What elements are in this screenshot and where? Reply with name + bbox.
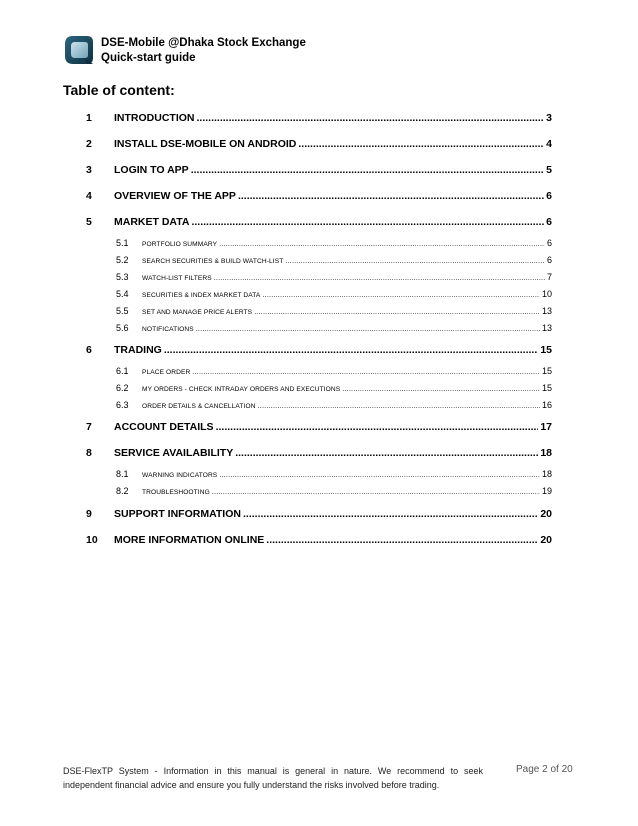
- toc-entry-number: 5.4: [116, 289, 129, 299]
- toc-entry-page: 19: [541, 486, 552, 496]
- toc-subentry[interactable]: [86, 272, 552, 283]
- toc-entry-page: 5: [546, 164, 552, 176]
- toc-dot-leader: [266, 534, 538, 546]
- toc-dot-leader: [243, 508, 538, 520]
- toc-entry-page: 15: [540, 344, 552, 356]
- toc-subentry[interactable]: [86, 238, 552, 249]
- toc-entry-number: 7: [86, 421, 92, 433]
- toc-entry-label: TROUBLESHOOTING: [142, 489, 210, 496]
- toc-dot-leader: [192, 367, 540, 376]
- toc-dot-leader: [298, 138, 544, 150]
- toc-entry-page: 20: [540, 534, 552, 546]
- toc-entry-label: INTRODUCTION: [114, 112, 195, 124]
- toc-entry-number: 10: [86, 534, 98, 546]
- header-line-2: Quick-start guide: [101, 52, 196, 64]
- toc-entry-label: NOTIFICATIONS: [142, 326, 194, 333]
- toc-subentry[interactable]: [86, 400, 552, 411]
- toc-dot-leader: [285, 256, 545, 265]
- toc-dot-leader: [258, 401, 540, 410]
- toc-dot-leader: [197, 112, 545, 124]
- toc-entry[interactable]: [86, 421, 552, 435]
- toc-dot-leader: [342, 384, 540, 393]
- toc-entry-page: 15: [541, 383, 552, 393]
- footer-disclaimer: DSE-FlexTP System - Information in this manual is general in nature. We recommend to seek independent financial advice and ensure you fully understand the risks involved before trading.: [63, 766, 483, 790]
- toc-dot-leader: [238, 190, 544, 202]
- toc-entry-number: 4: [86, 190, 92, 202]
- toc-entry-page: 20: [540, 508, 552, 520]
- toc-subentry[interactable]: [86, 306, 552, 317]
- toc-entry-number: 5.3: [116, 272, 129, 282]
- toc-dot-leader: [219, 470, 540, 479]
- toc-dot-leader: [214, 273, 545, 282]
- toc-entry-label: SEARCH SECURITIES & BUILD WATCH-LIST: [142, 258, 284, 265]
- toc-entry-number: 6.2: [116, 383, 129, 393]
- toc-dot-leader: [219, 239, 545, 248]
- toc-entry-label: PLACE ORDER: [142, 369, 191, 376]
- toc-subentry[interactable]: [86, 366, 552, 377]
- toc-subentry[interactable]: [86, 289, 552, 300]
- toc-entry-page: 3: [546, 112, 552, 124]
- toc-dot-leader: [254, 307, 540, 316]
- toc-dot-leader: [196, 324, 540, 333]
- toc-entry-label: SERVICE AVAILABILITY: [114, 447, 234, 459]
- toc-dot-leader: [191, 164, 544, 176]
- toc-entry-number: 5.5: [116, 306, 129, 316]
- toc-heading: Table of content:: [63, 82, 175, 98]
- toc-entry-page: 18: [540, 447, 552, 459]
- header-line-1: DSE-Mobile @Dhaka Stock Exchange: [101, 37, 306, 49]
- toc-entry[interactable]: [86, 534, 552, 548]
- toc-entry-label: MY ORDERS - CHECK INTRADAY ORDERS AND EXECUTIONS: [142, 386, 341, 393]
- toc-subentry[interactable]: [86, 255, 552, 266]
- footer-page-number: Page 2 of 20: [516, 764, 573, 775]
- toc-entry-number: 8.1: [116, 469, 129, 479]
- toc-subentry[interactable]: [86, 469, 552, 480]
- toc-entry[interactable]: [86, 508, 552, 522]
- toc-entry-page: 6: [546, 216, 552, 228]
- toc-entry-label: WARNING INDICATORS: [142, 472, 218, 479]
- toc-entry-page: 7: [546, 272, 552, 282]
- toc-dot-leader: [191, 216, 544, 228]
- toc-entry-number: 1: [86, 112, 92, 124]
- page-header: [63, 32, 583, 72]
- toc-entry-page: 6: [546, 190, 552, 202]
- toc-entry-number: 9: [86, 508, 92, 520]
- toc-entry-number: 6.1: [116, 366, 129, 376]
- toc-entry[interactable]: [86, 216, 552, 230]
- toc-dot-leader: [216, 421, 539, 433]
- toc-entry-label: LOGIN TO APP: [114, 164, 189, 176]
- toc-entry-number: 5.2: [116, 255, 129, 265]
- toc-entry-number: 5: [86, 216, 92, 228]
- toc-dot-leader: [262, 290, 540, 299]
- toc-subentry[interactable]: [86, 486, 552, 497]
- header-title-block: [101, 36, 306, 66]
- toc-entry-label: WATCH-LIST FILTERS: [142, 275, 212, 282]
- toc-entry-label: SET AND MANAGE PRICE ALERTS: [142, 309, 253, 316]
- toc-entry-number: 6: [86, 344, 92, 356]
- toc-entry[interactable]: [86, 138, 552, 152]
- toc-entry-page: 13: [541, 323, 552, 333]
- toc-entry-page: 16: [541, 400, 552, 410]
- toc-entry-number: 3: [86, 164, 92, 176]
- toc-entry-page: 6: [546, 255, 552, 265]
- toc-entry[interactable]: [86, 112, 552, 126]
- toc-entry-number: 8: [86, 447, 92, 459]
- toc-dot-leader: [212, 487, 540, 496]
- toc-entry-number: 8.2: [116, 486, 129, 496]
- toc-entry-number: 2: [86, 138, 92, 150]
- toc-entry-label: OVERVIEW OF THE APP: [114, 190, 236, 202]
- toc-entry-number: 5.1: [116, 238, 129, 248]
- toc-entry-label: PORTFOLIO SUMMARY: [142, 241, 218, 248]
- toc-entry-label: SUPPORT INFORMATION: [114, 508, 241, 520]
- toc-entry-label: MARKET DATA: [114, 216, 190, 228]
- toc-dot-leader: [164, 344, 538, 356]
- toc-entry-label: ORDER DETAILS & CANCELLATION: [142, 403, 256, 410]
- toc-entry-page: 15: [541, 366, 552, 376]
- toc-entry[interactable]: [86, 344, 552, 358]
- toc-subentry[interactable]: [86, 383, 552, 394]
- toc-entry[interactable]: [86, 164, 552, 178]
- toc-entry-page: 13: [541, 306, 552, 316]
- toc-entry-label: SECURITIES & INDEX MARKET DATA: [142, 292, 261, 299]
- toc-entry-page: 18: [541, 469, 552, 479]
- toc-entry-page: 4: [546, 138, 552, 150]
- toc-entry-label: TRADING: [114, 344, 162, 356]
- toc-entry-page: 6: [546, 238, 552, 248]
- toc-entry-page: 10: [541, 289, 552, 299]
- toc-entry-label: ACCOUNT DETAILS: [114, 421, 214, 433]
- rounded-square-logo-icon: [63, 34, 95, 66]
- toc-entry[interactable]: [86, 447, 552, 461]
- toc-entry[interactable]: [86, 190, 552, 204]
- toc-subentry[interactable]: [86, 323, 552, 334]
- toc-entry-number: 5.6: [116, 323, 129, 333]
- toc-dot-leader: [235, 447, 538, 459]
- toc-entry-page: 17: [540, 421, 552, 433]
- toc-entry-label: MORE INFORMATION ONLINE: [114, 534, 265, 546]
- toc-entry-number: 6.3: [116, 400, 129, 410]
- toc-entry-label: INSTALL DSE-MOBILE ON ANDROID: [114, 138, 297, 150]
